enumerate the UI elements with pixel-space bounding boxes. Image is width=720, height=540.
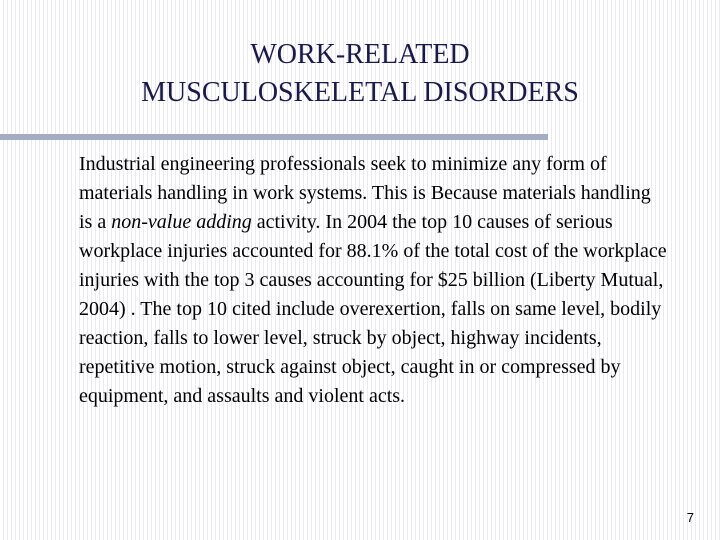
body-paragraph — [79, 150, 669, 411]
page-number: 7 — [686, 510, 694, 525]
title-divider — [0, 134, 548, 140]
slide-title — [60, 36, 660, 112]
body-text-part-1: Industrial engineering professionals seek to minimize any form of materials handling in work systems. This is Because materials handling is a — [79, 153, 651, 233]
body-text-part-2: activity. In 2004 the top 10 causes of serious workplace injuries accounted for 88.1% of the total cost of the workplace injuries with the top 3 causes accounting for $25 billion (Liberty Mutual, 2004) . The top 10 cited include overexertion, falls on same level, bodily reaction, falls to lower level, struck by object, highway incidents, repetitive motion, struck against object, caught in or compressed by equipment, and assaults and violent acts. — [79, 211, 667, 407]
body-text-emphasis: non-value adding — [111, 211, 252, 233]
slide-title-line-1: WORK-RELATED — [250, 39, 470, 70]
slide-title-line-2: MUSCULOSKELETAL DISORDERS — [141, 77, 579, 108]
